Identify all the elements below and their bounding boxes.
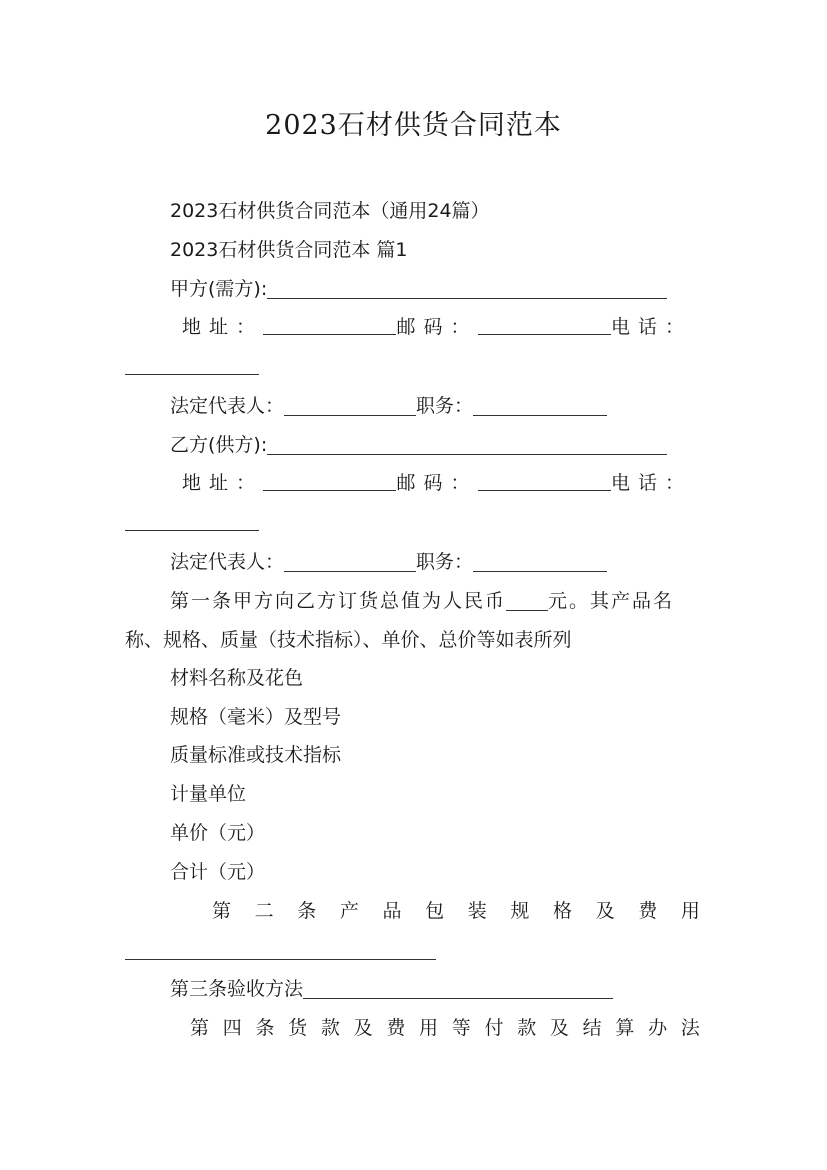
heading-char: 用: [419, 1017, 439, 1039]
address-label: 地址：: [182, 472, 264, 494]
postcode-label: 邮码：: [396, 472, 478, 494]
section-heading: 2023石材供货合同范本 篇1: [170, 239, 408, 261]
position-label: 职务：: [416, 551, 474, 573]
article-3-line: [170, 976, 613, 1002]
legal-rep-label: 法定代表人：: [170, 551, 285, 573]
heading-char: 付: [484, 1017, 504, 1039]
legal-rep-blank: [284, 551, 416, 572]
page-title: 2023石材供货合同范本: [265, 110, 562, 141]
heading-char: 品: [382, 900, 402, 922]
table-item: 质量标准或技术指标: [170, 744, 342, 766]
position-blank: [473, 395, 607, 416]
heading-char: 款: [517, 1017, 537, 1039]
heading-char: 款: [320, 1017, 340, 1039]
heading-char: 四: [222, 1017, 242, 1039]
party-b-line: [170, 432, 667, 458]
phone-label: 电话：: [610, 472, 692, 494]
heading-char: 装: [467, 900, 487, 922]
heading-char: 第: [212, 900, 232, 922]
party-a-line: [170, 276, 667, 302]
heading-char: 及: [595, 900, 615, 922]
heading-char: 及: [353, 1017, 373, 1039]
table-item: 单价（元）: [170, 822, 266, 844]
heading-char: 用: [680, 900, 700, 922]
table-item: 材料名称及花色: [170, 667, 304, 689]
heading-char: 规: [510, 900, 530, 922]
heading-char: 费: [638, 900, 658, 922]
heading-char: 法: [680, 1017, 700, 1039]
table-item: 计量单位: [170, 783, 247, 805]
table-item: 合计（元）: [170, 861, 266, 883]
party-a-blank: [267, 278, 667, 299]
heading-char: 办: [648, 1017, 668, 1039]
party-b-contact-line: [182, 470, 692, 496]
postcode-blank: [478, 314, 611, 335]
legal-rep-blank: [284, 395, 416, 416]
postcode-blank: [478, 470, 611, 491]
article-2-line: [212, 898, 700, 924]
party-b-blank: [267, 434, 667, 455]
phone-label: 电话：: [610, 316, 692, 338]
party-a-label: 甲方(需方):: [170, 278, 268, 300]
position-label: 职务：: [416, 395, 474, 417]
party-a-contact-line: [182, 314, 692, 340]
heading-char: 包: [425, 900, 445, 922]
article-2-blank-line: [125, 937, 436, 963]
article-1-line-2: 称、规格、质量（技术指标）、单价、总价等如表所列: [125, 629, 572, 651]
article-3-text: 第三条验收方法: [170, 978, 304, 1000]
article-3-blank: [303, 978, 613, 999]
heading-char: 产: [339, 900, 359, 922]
phone-blank-line: [125, 352, 259, 378]
party-b-label: 乙方(供方):: [170, 434, 268, 456]
heading-char: 费: [386, 1017, 406, 1039]
article-1-text-cont: 元。其产品名: [548, 590, 675, 612]
article-2-blank: [125, 939, 436, 960]
heading-char: 结: [582, 1017, 602, 1039]
heading-char: 格: [553, 900, 573, 922]
heading-char: 条: [255, 1017, 275, 1039]
table-item: 规格（毫米）及型号: [170, 706, 342, 728]
address-blank: [263, 470, 396, 491]
article-4-line: [190, 1015, 700, 1041]
subtitle: 2023石材供货合同范本（通用24篇）: [170, 200, 490, 222]
article-1-line: [170, 588, 674, 614]
address-label: 地址：: [182, 316, 264, 338]
heading-char: 条: [297, 900, 317, 922]
amount-blank: [506, 590, 548, 611]
heading-char: 算: [615, 1017, 635, 1039]
phone-blank: [125, 354, 259, 375]
heading-char: 等: [451, 1017, 471, 1039]
heading-char: 第: [190, 1017, 210, 1039]
phone-blank: [125, 510, 259, 531]
legal-rep-line: [170, 393, 607, 419]
legal-rep-label: 法定代表人：: [170, 395, 285, 417]
heading-char: 及: [549, 1017, 569, 1039]
heading-char: 二: [254, 900, 274, 922]
position-blank: [473, 551, 607, 572]
heading-char: 货: [288, 1017, 308, 1039]
legal-rep-line: [170, 549, 607, 575]
phone-blank-line: [125, 508, 259, 534]
article-1-text: 第一条甲方向乙方订货总值为人民币: [170, 590, 507, 612]
address-blank: [263, 314, 396, 335]
postcode-label: 邮码：: [396, 316, 478, 338]
